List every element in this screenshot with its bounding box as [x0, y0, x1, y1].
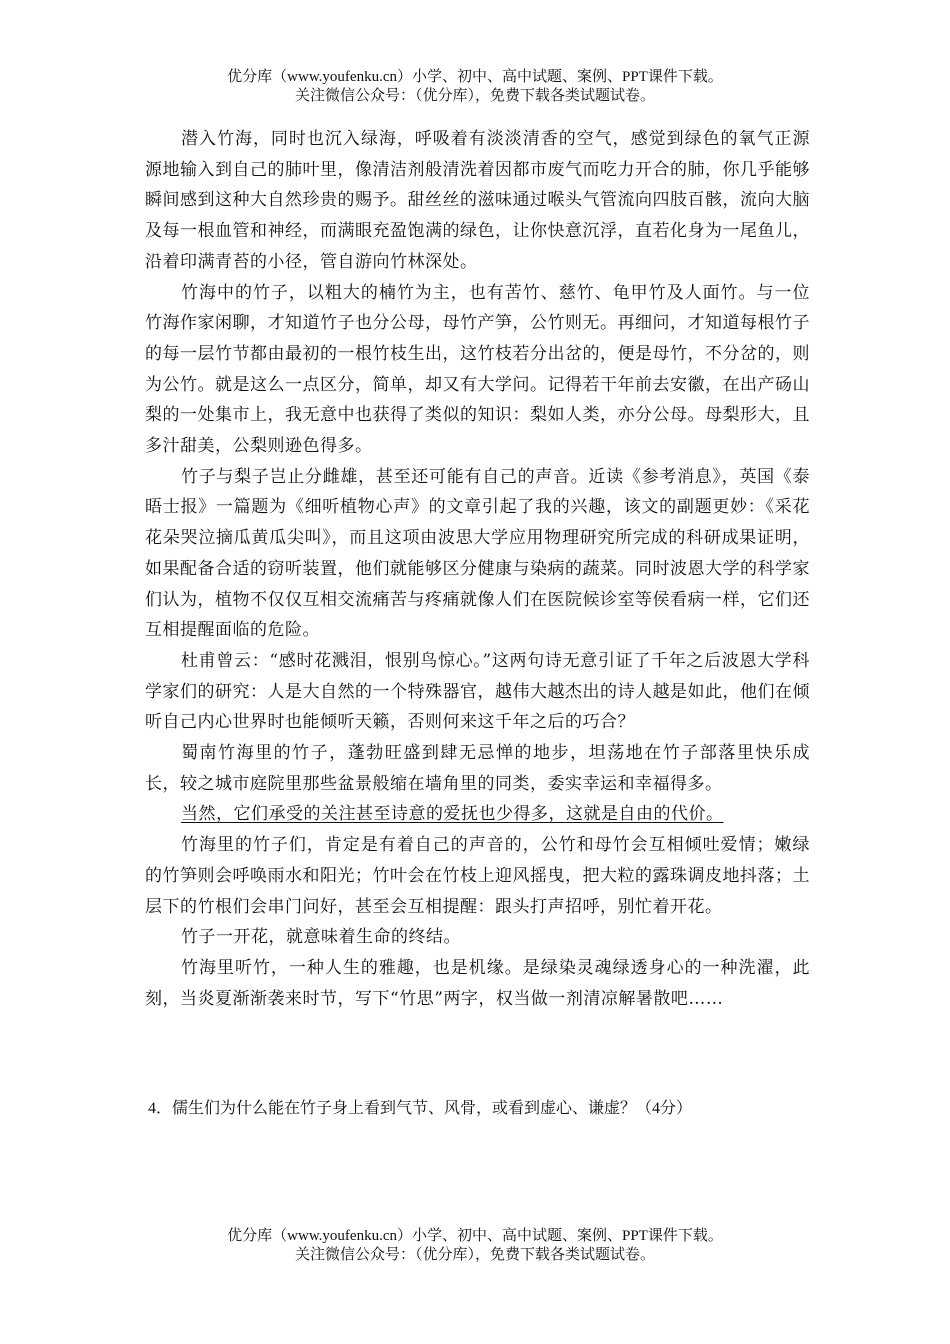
underlined-sentence: 当然，它们承受的关注甚至诗意的爱抚也少得多，这就是自由的代价。: [181, 804, 724, 825]
page-header: [0, 68, 950, 106]
paragraph: 竹海里的竹子们，肯定是有着自己的声音的，公竹和母竹会互相倾吐爱情；嫩绿的竹笋则会呼唤雨水和阳光；竹叶会在竹枝上迎风摇曳，把大粒的露珠调皮地抖落；土层下的竹根们会串门问好，甚至会互相提醒：跟头打声招呼，别忙着开花。: [145, 835, 810, 917]
paragraph: 竹海里听竹，一种人生的雅趣，也是机缘。是绿染灵魂绿透身心的一种洗濯，此刻，当炎夏渐渐袭来时节，写下“竹思”两字，权当做一剂清凉解暑散吧……: [145, 957, 810, 1009]
footer-line-site: 优分库（www.youfenku.cn）小学、初中、高中试题、案例、PPT课件下载。: [227, 1228, 723, 1244]
paragraph: 蜀南竹海里的竹子，蓬勃旺盛到肆无忌惮的地步，坦荡地在竹子部落里快乐成长，较之城市庭院里那些盆景般缩在墙角里的同类，委实幸运和幸福得多。: [145, 743, 810, 794]
paragraph: 杜甫曾云：“感时花溅泪，恨别鸟惊心。”这两句诗无意引证了千年之后波恩大学科学家们的研究：人是大自然的一个特殊器官，越伟大越杰出的诗人越是如此，他们在倾听自己内心世界时也能倾听天籁，否则何来这千年之后的巧合？: [145, 650, 810, 733]
paragraph: 竹子与梨子岂止分雌雄，甚至还可能有自己的声音。近读《参考消息》，英国《泰晤士报》一篇题为《细听植物心声》的文章引起了我的兴趣，该文的副题更妙：《采花花朵哭泣摘瓜黄瓜尖叫》，而且这项由波思大学应用物理研究所完成的科研成果证明，如果配备合适的窃听装置，他们就能够区分健康与染病的蔬菜。同时波恩大学的科学家们认为，植物不仅仅互相交流痛苦与疼痛就像人们在医院候诊室等侯看病一样，它们还互相提醒面临的危险。: [145, 466, 810, 641]
header-line-wechat: 关注微信公众号：（优分库），免费下载各类试题试卷。: [294, 88, 655, 104]
paragraph: 竹子一开花，就意味着生命的终结。: [181, 927, 461, 948]
underlined-paragraph: [145, 799, 810, 830]
paragraph: 竹海中的竹子，以粗大的楠竹为主，也有苦竹、慈竹、龟甲竹及人面竹。与一位竹海作家闲聊，才知道竹子也分公母，母竹产笋，公竹则无。再细问，才知道每根竹子的每一层竹节都由最初的一根竹枝生出，这竹枝若分出岔的，便是母竹，不分岔的，则为公竹。就是这么一点区分，简单，却又有大学问。记得若干年前去安徽，在出产砀山梨的一处集市上，我无意中也获得了类似的知识：梨如人类，亦分公母。母梨形大，且多汁甜美，公梨则逊色得多。: [145, 282, 810, 457]
question-4: 4．儒生们为什么能在竹子身上看到气节、风骨，或看到虚心、谦虚？（4分）: [148, 1100, 693, 1117]
footer-line-wechat: 关注微信公众号：（优分库），免费下载各类试题试卷。: [294, 1247, 655, 1263]
article-body: [145, 124, 810, 1014]
paragraph: 潜入竹海，同时也沉入绿海，呼吸着有淡淡清香的空气，感觉到绿色的氧气正源源地输入到自己的肺叶里，像清洁剂般清洗着因都市废气而吃力开合的肺，你几乎能够瞬间感到这种大自然珍贵的赐予。甜丝丝的滋味通过喉头气管流向四肢百骸，流向大脑及每一根血管和神经，而满眼充盈饱满的绿色，让你快意沉浮，直若化身为一尾鱼儿，沿着印满青苔的小径，管自游向竹林深处。: [145, 129, 810, 272]
header-line-site: 优分库（www.youfenku.cn）小学、初中、高中试题、案例、PPT课件下载。: [227, 69, 723, 85]
page-footer: [0, 1227, 950, 1265]
